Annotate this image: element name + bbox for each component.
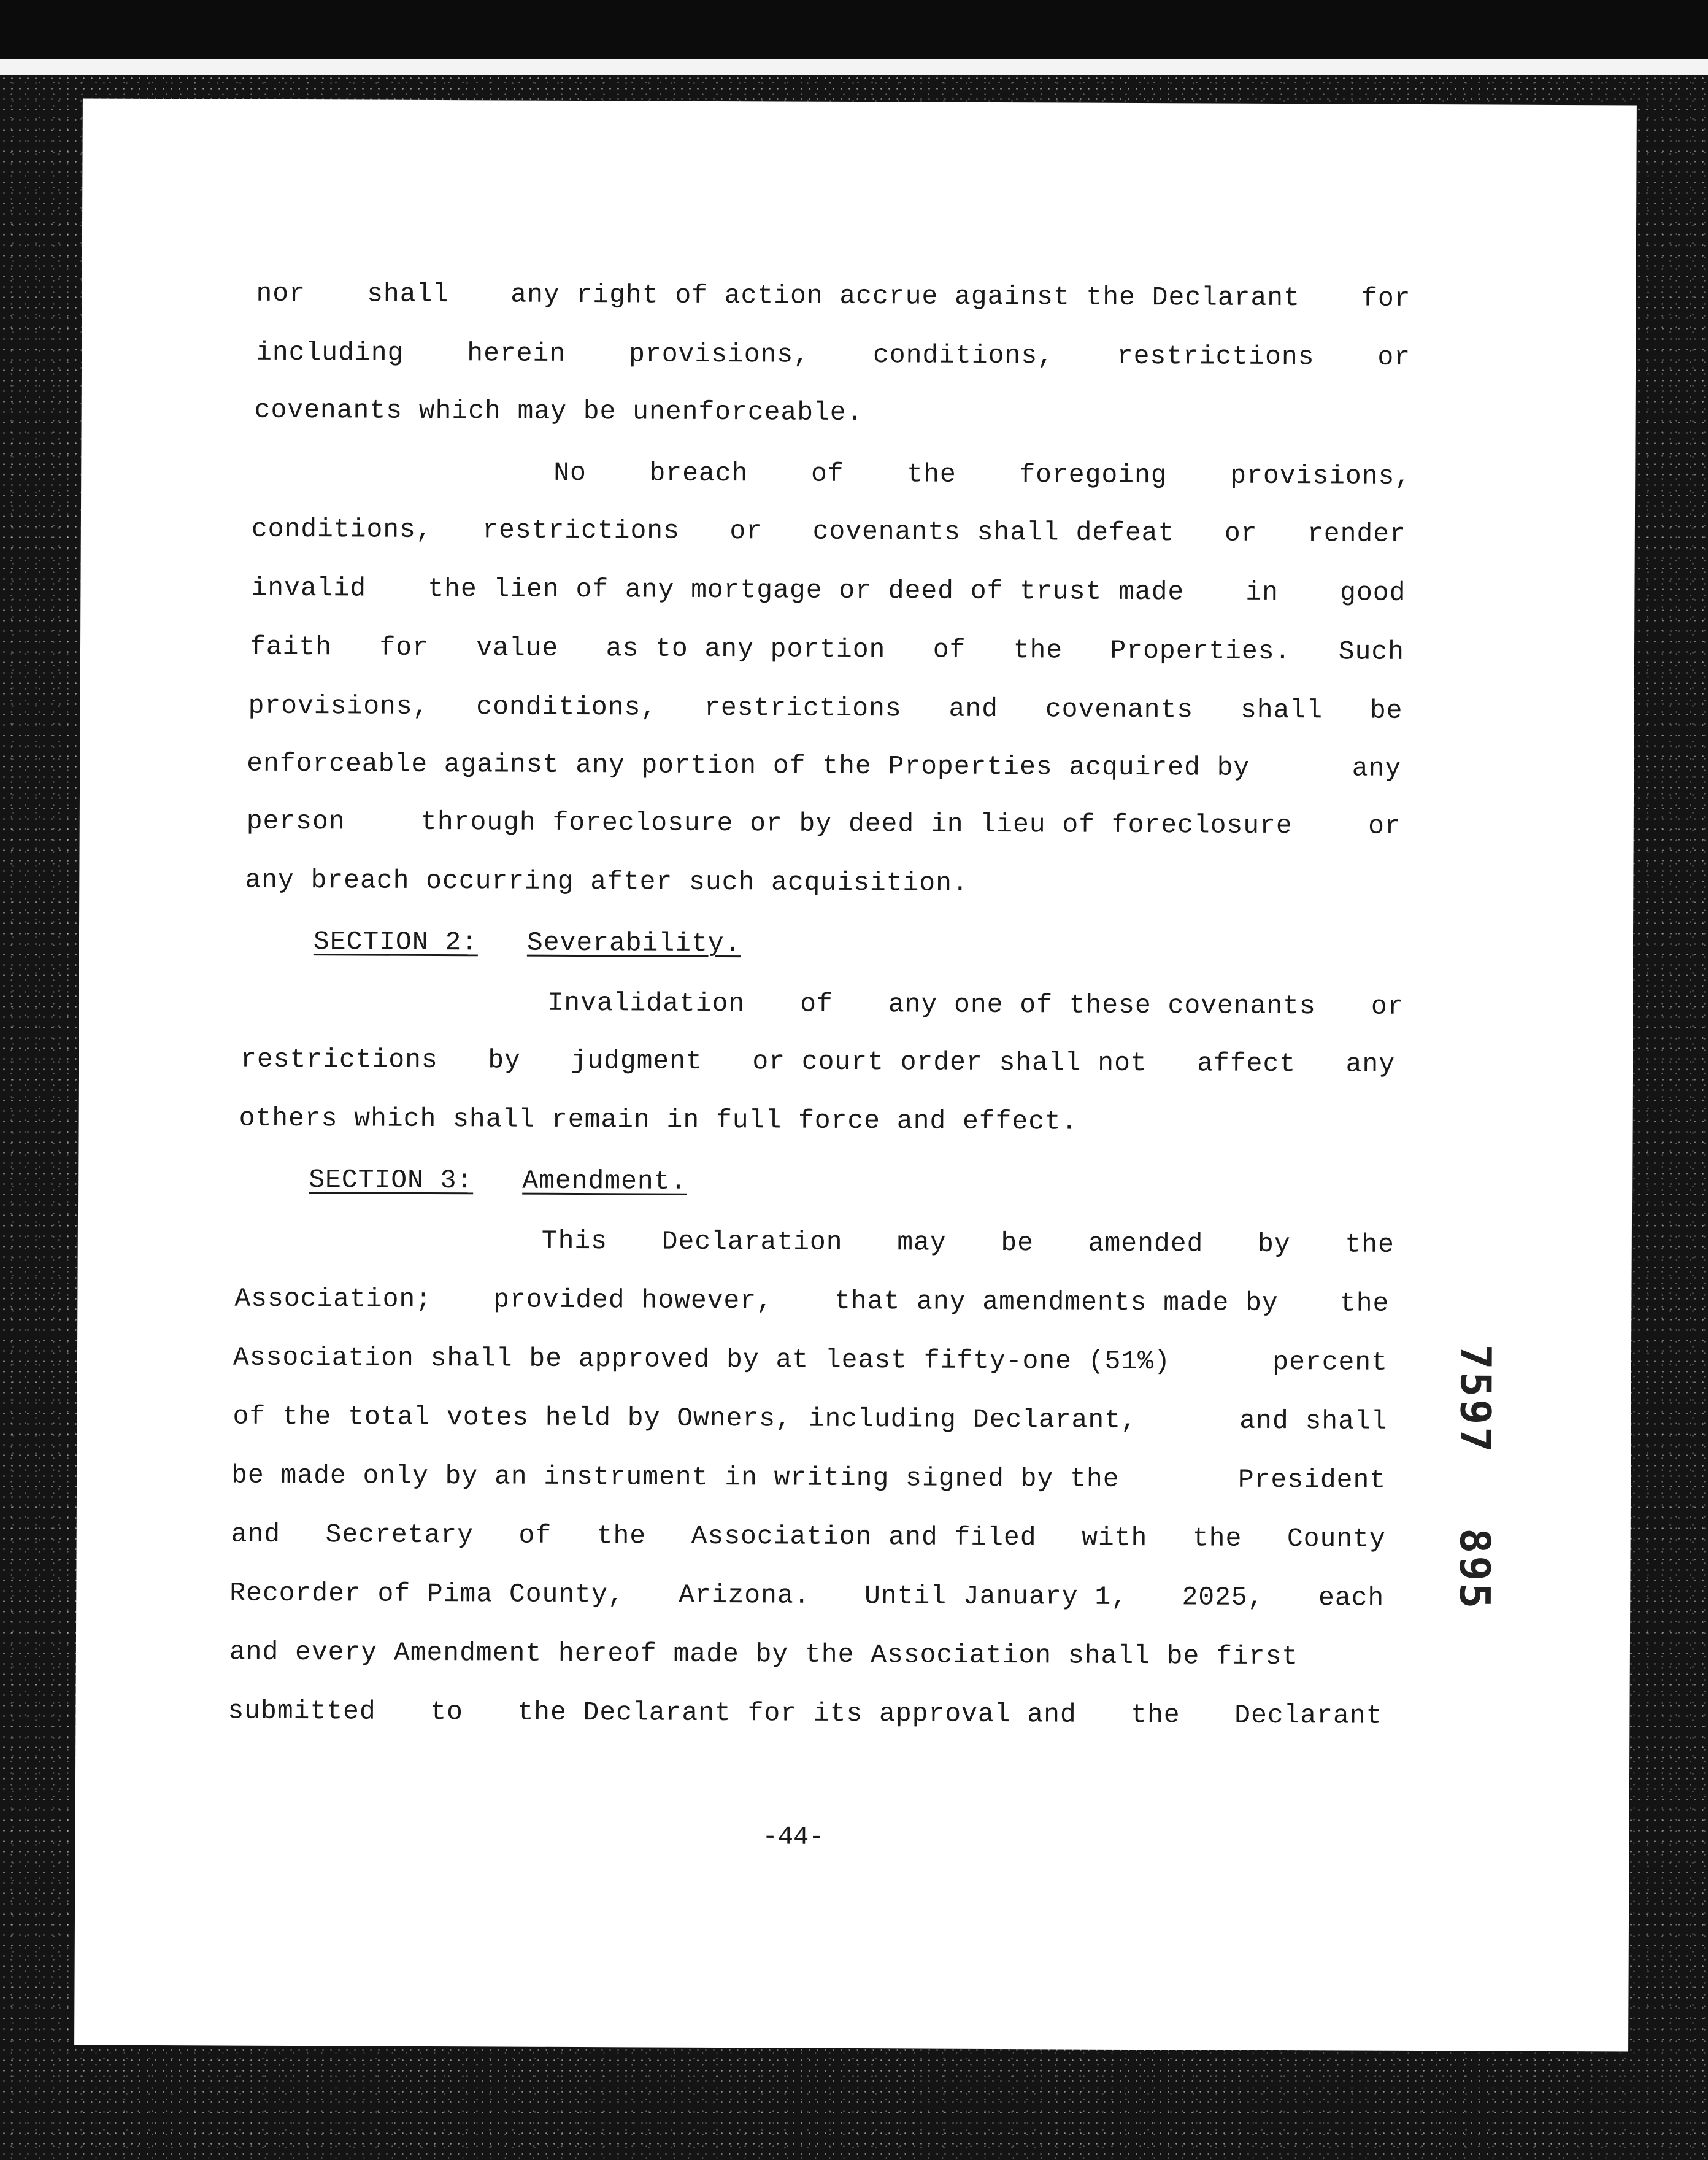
- text-line: [231, 1519, 1386, 1554]
- text-fragment: through foreclosure or by deed in lieu of foreclosure: [420, 806, 1293, 841]
- text-fragment: may: [897, 1227, 947, 1258]
- text-fragment: Association;: [234, 1283, 433, 1314]
- section-2-number: SECTION 2:: [313, 927, 479, 958]
- text-fragment: any: [1345, 1049, 1396, 1079]
- text-fragment: or: [1224, 518, 1258, 549]
- text-fragment: restrictions: [482, 515, 680, 546]
- text-fragment: and: [231, 1519, 281, 1549]
- text-fragment: including: [256, 337, 404, 368]
- text-fragment: any right of action accrue against the Declarant: [510, 279, 1301, 314]
- text-fragment: Association and filed: [691, 1521, 1037, 1553]
- text-fragment: that any amendments made by: [834, 1286, 1279, 1319]
- text-fragment: submitted: [228, 1695, 376, 1727]
- text-fragment: restrictions: [240, 1044, 438, 1076]
- text-fragment: the: [1013, 635, 1063, 666]
- text-fragment: No: [553, 457, 587, 488]
- text-fragment: of: [800, 989, 833, 1019]
- text-fragment: for: [379, 632, 429, 663]
- text-fragment: by: [1257, 1228, 1291, 1260]
- text-line: [229, 1578, 1384, 1613]
- section-3-number: SECTION 3:: [309, 1165, 474, 1196]
- text-fragment: breach: [649, 458, 748, 489]
- text-fragment: be: [1001, 1228, 1034, 1259]
- text-fragment: foregoing: [1019, 460, 1168, 491]
- text-fragment: of: [518, 1520, 552, 1551]
- text-fragment: with: [1082, 1522, 1148, 1554]
- text-fragment: or court order shall not: [752, 1046, 1147, 1079]
- text-fragment: the: [1131, 1699, 1180, 1730]
- text-line: others which shall remain in full force and effect.: [239, 1103, 1078, 1137]
- text-fragment: conditions,: [872, 340, 1054, 371]
- text-fragment: or: [729, 516, 763, 547]
- text-fragment: be: [1369, 695, 1403, 726]
- text-fragment: or: [1368, 811, 1401, 841]
- text-fragment: for: [1361, 283, 1411, 314]
- text-fragment: provisions,: [629, 339, 810, 370]
- text-line: [252, 514, 1406, 549]
- text-line: [233, 1343, 1388, 1378]
- text-fragment: and: [948, 693, 999, 725]
- text-fragment: restrictions: [704, 692, 902, 724]
- text-line: [247, 806, 1401, 841]
- text-line: [256, 279, 1410, 314]
- text-fragment: 2025,: [1182, 1582, 1264, 1613]
- text-fragment: Such: [1338, 636, 1405, 667]
- text-fragment: Arizona.: [679, 1580, 810, 1611]
- text-fragment: affect: [1197, 1048, 1296, 1079]
- text-fragment: the: [1192, 1523, 1242, 1554]
- text-fragment: shall: [367, 279, 450, 310]
- text-fragment: covenants: [1045, 694, 1194, 725]
- text-line: [250, 632, 1404, 667]
- text-line: [231, 1460, 1386, 1495]
- text-fragment: and shall: [1239, 1405, 1388, 1437]
- text-fragment: to: [430, 1696, 463, 1727]
- text-fragment: any one of these covenants: [888, 989, 1316, 1022]
- text-line: [547, 988, 1404, 1022]
- text-fragment: by: [488, 1045, 521, 1076]
- text-fragment: or: [1377, 342, 1411, 372]
- text-fragment: President: [1237, 1464, 1387, 1495]
- text-fragment: be made only by an instrument in writing signed by the: [231, 1460, 1120, 1494]
- text-fragment: covenants shall defeat: [812, 516, 1175, 549]
- text-fragment: person: [246, 806, 345, 837]
- text-fragment: any: [1352, 753, 1402, 784]
- text-fragment: provisions,: [248, 690, 429, 722]
- text-fragment: or: [1371, 991, 1404, 1022]
- text-fragment: amended: [1088, 1228, 1204, 1259]
- text-fragment: restrictions: [1117, 341, 1315, 372]
- text-fragment: of: [933, 634, 966, 665]
- section-3-title: Amendment.: [522, 1165, 687, 1197]
- text-fragment: shall: [1240, 695, 1323, 726]
- text-line: [234, 1284, 1389, 1319]
- text-fragment: enforceable against any portion of the Properties acquired by: [247, 748, 1250, 783]
- text-fragment: faith: [249, 631, 333, 663]
- text-line: [233, 1402, 1387, 1437]
- section-3-heading: [309, 1165, 687, 1197]
- text-fragment: County: [1287, 1524, 1386, 1554]
- section-2-heading: [314, 927, 741, 958]
- section-2-title: Severability.: [526, 927, 741, 959]
- text-fragment: Declaration: [661, 1226, 843, 1257]
- text-fragment: herein: [467, 338, 566, 369]
- text-fragment: Secretary: [325, 1519, 474, 1551]
- recording-page-number: 895: [1450, 1528, 1499, 1611]
- page-number: -44-: [762, 1822, 825, 1852]
- text-fragment: Association shall be approved by at least fifty-one (51%): [233, 1342, 1171, 1377]
- text-line: [553, 458, 1411, 492]
- text-fragment: percent: [1272, 1346, 1388, 1378]
- text-fragment: conditions,: [476, 692, 658, 723]
- text-fragment: judgment: [571, 1045, 702, 1076]
- text-fragment: This: [541, 1225, 608, 1257]
- text-line: [542, 1226, 1394, 1260]
- text-fragment: provided however,: [493, 1284, 774, 1316]
- text-fragment: the: [1339, 1288, 1390, 1319]
- text-line: [228, 1696, 1382, 1731]
- scan-top-strip: [0, 59, 1708, 75]
- text-fragment: render: [1307, 519, 1406, 549]
- text-fragment: good: [1340, 577, 1406, 608]
- text-fragment: in: [1245, 577, 1279, 608]
- text-fragment: the Declarant for its approval and: [517, 1697, 1077, 1730]
- text-fragment: the: [1345, 1229, 1394, 1260]
- text-fragment: the: [596, 1521, 647, 1551]
- text-line: [256, 338, 1410, 372]
- text-fragment: as to any portion: [606, 633, 886, 665]
- text-line: [247, 749, 1401, 784]
- text-line: [251, 573, 1406, 608]
- text-line: any breach occurring after such acquisition.: [245, 865, 969, 898]
- text-fragment: of: [810, 458, 844, 489]
- text-line: covenants which may be unenforceable.: [254, 395, 863, 428]
- text-fragment: invalid: [251, 573, 367, 604]
- text-line: [240, 1044, 1395, 1079]
- text-fragment: each: [1318, 1583, 1385, 1613]
- scan-top-border: [0, 0, 1708, 59]
- text-fragment: of the total votes held by Owners, including Declarant,: [233, 1401, 1137, 1436]
- text-fragment: conditions,: [251, 514, 433, 545]
- text-fragment: Until January 1,: [864, 1581, 1128, 1612]
- recording-book-number: 7597: [1450, 1344, 1500, 1455]
- text-fragment: the lien of any mortgage or deed of trust made: [428, 573, 1185, 608]
- text-fragment: the: [907, 459, 956, 490]
- document-page: [74, 98, 1637, 2051]
- text-fragment: provisions,: [1230, 460, 1412, 492]
- text-fragment: Declarant: [1234, 1700, 1383, 1731]
- text-fragment: Recorder of Pima County,: [229, 1578, 625, 1610]
- text-line: [248, 691, 1403, 726]
- text-fragment: Properties.: [1110, 635, 1291, 667]
- text-fragment: value: [476, 633, 559, 663]
- text-fragment: Invalidation: [547, 987, 745, 1019]
- text-line: and every Amendment hereof made by the Association shall be first: [229, 1637, 1299, 1672]
- text-fragment: nor: [256, 278, 306, 309]
